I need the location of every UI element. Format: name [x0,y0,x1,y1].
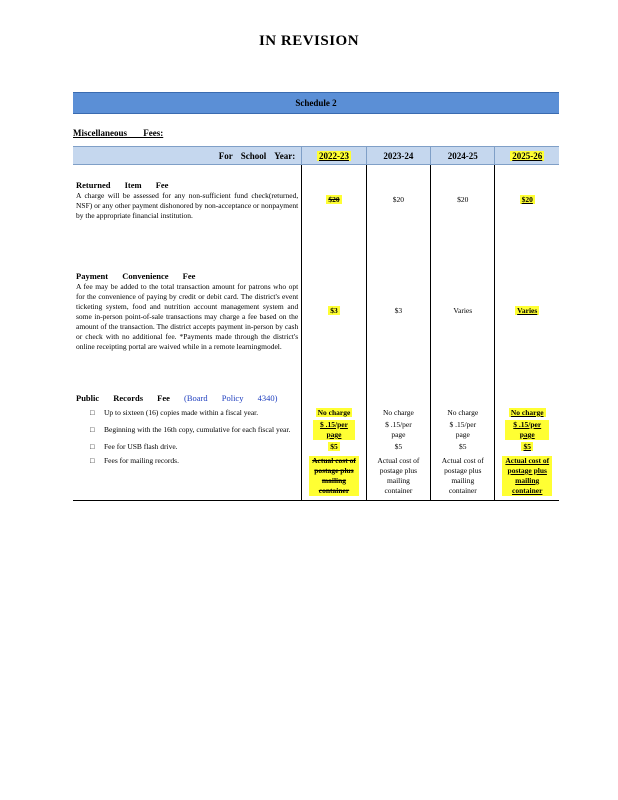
fee-title: Public Records Fee [76,393,170,403]
table-row [73,235,559,387]
fee-value: $3 [330,306,338,315]
checkbox-bullet-icon: □ [90,425,95,434]
fee-value: Actual cost of postage plus mailing container [502,456,552,496]
fee-value: $5 [366,440,430,454]
fee-value: $5 [431,440,495,454]
checkbox-bullet-icon: □ [90,442,95,451]
fee-description: A fee may be added to the total transaction amount for patrons who opt for the convenience of paying by credit or debit card. The district's event ticketing system, food and nutrition account management system and some in-person point-of-sale transactions may charge a fee based on the amount of the transaction. The district accepts payment in-person by cash or check with no additional fee. *Payments made through the district's online receipting portal are waived while in a remote learningmodel. [76,281,299,351]
fee-value: Actual cost of postage plus mailing container [441,456,484,495]
fee-title: Returned Item Fee [76,179,169,190]
fee-value: $5 [330,442,338,451]
fee-value: $20 [431,165,495,236]
fee-value: $ .15/per page [313,420,355,440]
table-row [73,420,559,440]
fee-description: A charge will be assessed for any non-sufficient fund check(returned, NSF) or any other payment dishonored by non-acceptance or nonpayment by the appropriate financial institution. [76,190,299,220]
checkbox-bullet-icon: □ [90,408,95,417]
fee-value: $20 [521,195,533,204]
year-label: For School Year: [73,147,302,165]
records-item-text: Up to sixteen (16) copies made within a fiscal year. [104,408,259,417]
fee-value: $ .15/per page [449,420,477,439]
year-header: 2025-26 [512,150,543,161]
fee-value: No charge [510,408,544,417]
fee-value: No charge [317,408,351,417]
fee-value: $ .15/per page [385,420,412,439]
fee-table [73,146,559,501]
fee-value: $3 [366,235,430,387]
records-item-text: Beginning with the 16th copy, cumulative for each fiscal year. [104,425,291,434]
schedule-banner: Schedule 2 [73,92,559,114]
section-label: Miscellaneous Fees: [73,128,164,138]
table-row [73,454,559,501]
fee-value: Varies [517,306,538,315]
table-row [73,387,559,406]
fee-value: No charge [431,406,495,420]
fee-value: $ .15/per page [505,420,549,440]
year-header: 2024-25 [431,147,495,165]
table-header-row [73,147,559,165]
records-item-text: Fees for mailing records. [104,456,179,465]
table-row [73,406,559,420]
table-row [73,440,559,454]
page-title: IN REVISION [258,33,360,49]
fee-value: $20 [328,195,340,204]
records-item-text: Fee for USB flash drive. [104,442,178,451]
fee-value: $20 [366,165,430,236]
fee-value: Varies [431,235,495,387]
board-policy-link[interactable]: (Board Policy 4340) [184,393,278,403]
fee-title: Payment Convenience Fee [76,270,196,281]
checkbox-bullet-icon: □ [90,456,95,465]
fee-value: $5 [523,442,531,451]
table-row [73,165,559,236]
fee-value: Actual cost of postage plus mailing container [309,456,359,496]
fee-value: No charge [366,406,430,420]
year-header: 2023-24 [366,147,430,165]
year-header: 2022-23 [318,150,349,161]
fee-value: Actual cost of postage plus mailing container [377,456,420,495]
